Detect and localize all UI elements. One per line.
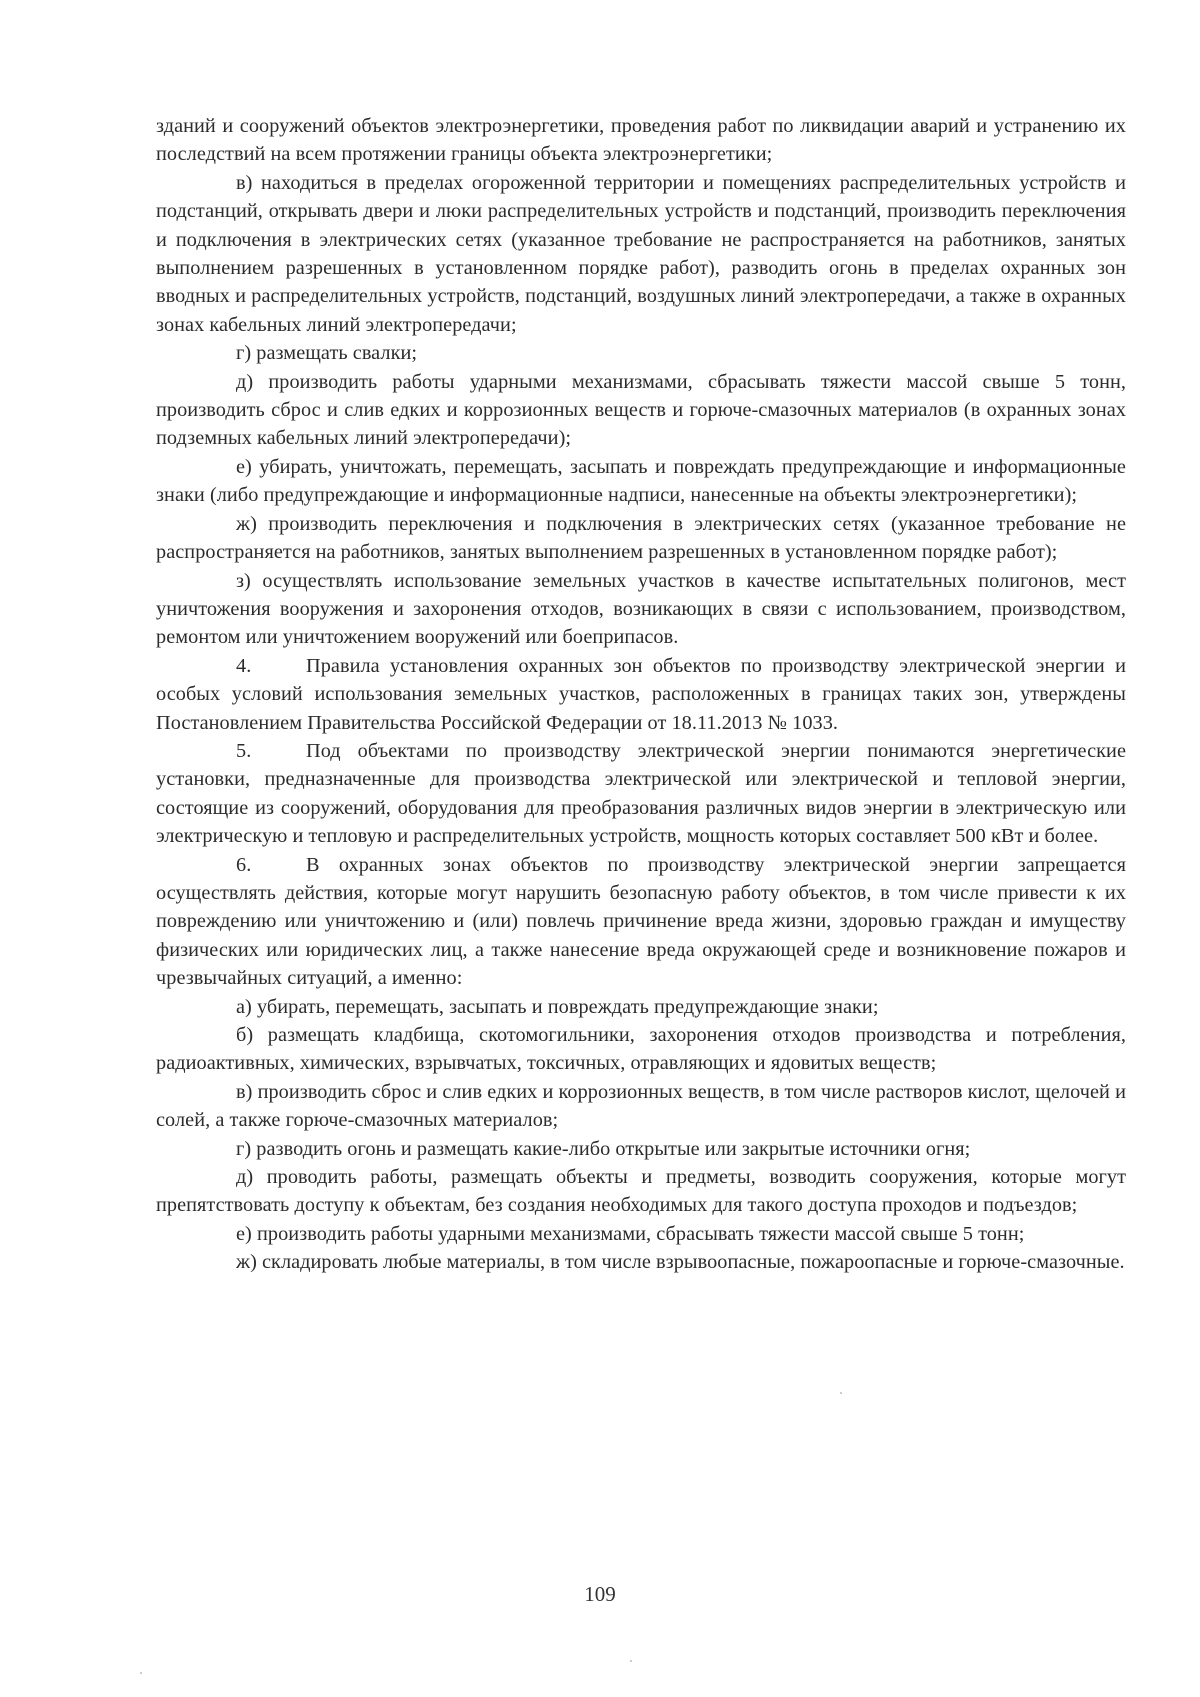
paragraph: в) производить сброс и слив едких и коррозионных веществ, в том числе растворов кислот, щелочей и солей, а также горюче-смазочных материалов; — [156, 1080, 1126, 1132]
paragraph: в) находиться в пределах огороженной территории и помещениях распределительных устройств и подстанций, открывать двери и люки распределительных устройств и подстанций, производить переключения и подключения в электрических сетях (указанное требование не распространяется на работников, занятых выполнением разрешенных в установленном порядке работ), разводить огонь в пределах охранных зон вводных и распределительных устройств, подстанций, воздушных линий электропередачи, а также в охранных зонах кабельных линий электропередачи; — [156, 171, 1126, 336]
paragraph-text: Правила установления охранных зон объектов по производству электрической энергии и особых условий использования земельных участков, расположенных в границах таких зон, утверждены Постановлением Правительства Российской Федерации от 18.11.2013 № 1033. — [156, 654, 1126, 734]
paragraph: а) убирать, перемещать, засыпать и повреждать предупреждающие знаки; — [236, 995, 879, 1018]
paragraph: з) осуществлять использование земельных участков в качестве испытательных полигонов, мест уничтожения вооружения и захоронения отходов, возникающих в связи с использованием, производством, ремонтом или уничтожением вооружений или боеприпасов. — [156, 569, 1126, 649]
paragraph: д) проводить работы, размещать объекты и предметы, возводить сооружения, которые могут препятствовать доступу к объектам, без создания необходимых для такого доступа проходов и подъездов; — [156, 1166, 1126, 1217]
paragraph: ж) складировать любые материалы, в том числе взрывоопасные, пожароопасные и горюче-смазочные. — [236, 1251, 1125, 1274]
paragraph: г) размещать свалки; — [236, 342, 418, 365]
paragraph: б) размещать кладбища, скотомогильники, захоронения отходов производства и потребления, радиоактивных, химических, взрывчатых, токсичных, отравляющих и ядовитых веществ; — [156, 1024, 1126, 1075]
document-body — [156, 112, 1126, 1277]
scan-speck — [140, 1672, 142, 1674]
paragraph-text: Под объектами по производству электрической энергии понимаются энергетические установки, предназначенные для производства электрической или электрической и тепловой энергии, состоящие из сооружений, оборудования для преобразования различных видов энергии в электрическую или электрическую и тепловую и распределительных устройств, мощность которых составляет 500 кВт и более. — [156, 739, 1126, 848]
paragraph-number: 5. — [236, 739, 252, 762]
numbered-paragraph — [156, 851, 1126, 993]
paragraph: зданий и сооружений объектов электроэнергетики, проведения работ по ликвидации аварий и устранению их последствий на всем протяжении границы объекта электроэнергетики; — [156, 115, 1126, 166]
paragraph: д) производить работы ударными механизмами, сбрасывать тяжести массой свыше 5 тонн, производить сброс и слив едких и коррозионных веществ и горюче-смазочных материалов (в охранных зонах подземных кабельных линий электропередачи); — [156, 370, 1126, 450]
paragraph-number: 4. — [236, 654, 252, 677]
paragraph: ж) производить переключения и подключения в электрических сетях (указанное требование не распространяется на работников, занятых выполнением разрешенных в установленном порядке работ); — [156, 512, 1126, 564]
scan-speck — [630, 1660, 632, 1662]
paragraph: е) производить работы ударными механизмами, сбрасывать тяжести массой свыше 5 тонн; — [236, 1222, 1025, 1245]
page-number: 109 — [584, 1582, 616, 1606]
numbered-paragraph — [156, 737, 1126, 851]
paragraph: е) убирать, уничтожать, перемещать, засыпать и повреждать предупреждающие и информационные знаки (либо предупреждающие и информационные надписи, нанесенные на объекты электроэнергетики); — [156, 455, 1126, 507]
numbered-paragraph — [156, 652, 1126, 737]
scan-speck — [840, 1392, 842, 1394]
paragraph-number: 6. — [236, 853, 252, 876]
paragraph: г) разводить огонь и размещать какие-либо открытые или закрытые источники огня; — [236, 1137, 971, 1160]
paragraph-text: В охранных зонах объектов по производству электрической энергии запрещается осуществлять действия, которые могут нарушить безопасную работу объектов, в том числе привести к их повреждению или уничтожению и (или) повлечь причинение вреда жизни, здоровью граждан и имуществу физических или юридических лиц, а также нанесение вреда окружающей среде и возникновение пожаров и чрезвычайных ситуаций, а именно: — [156, 853, 1126, 990]
